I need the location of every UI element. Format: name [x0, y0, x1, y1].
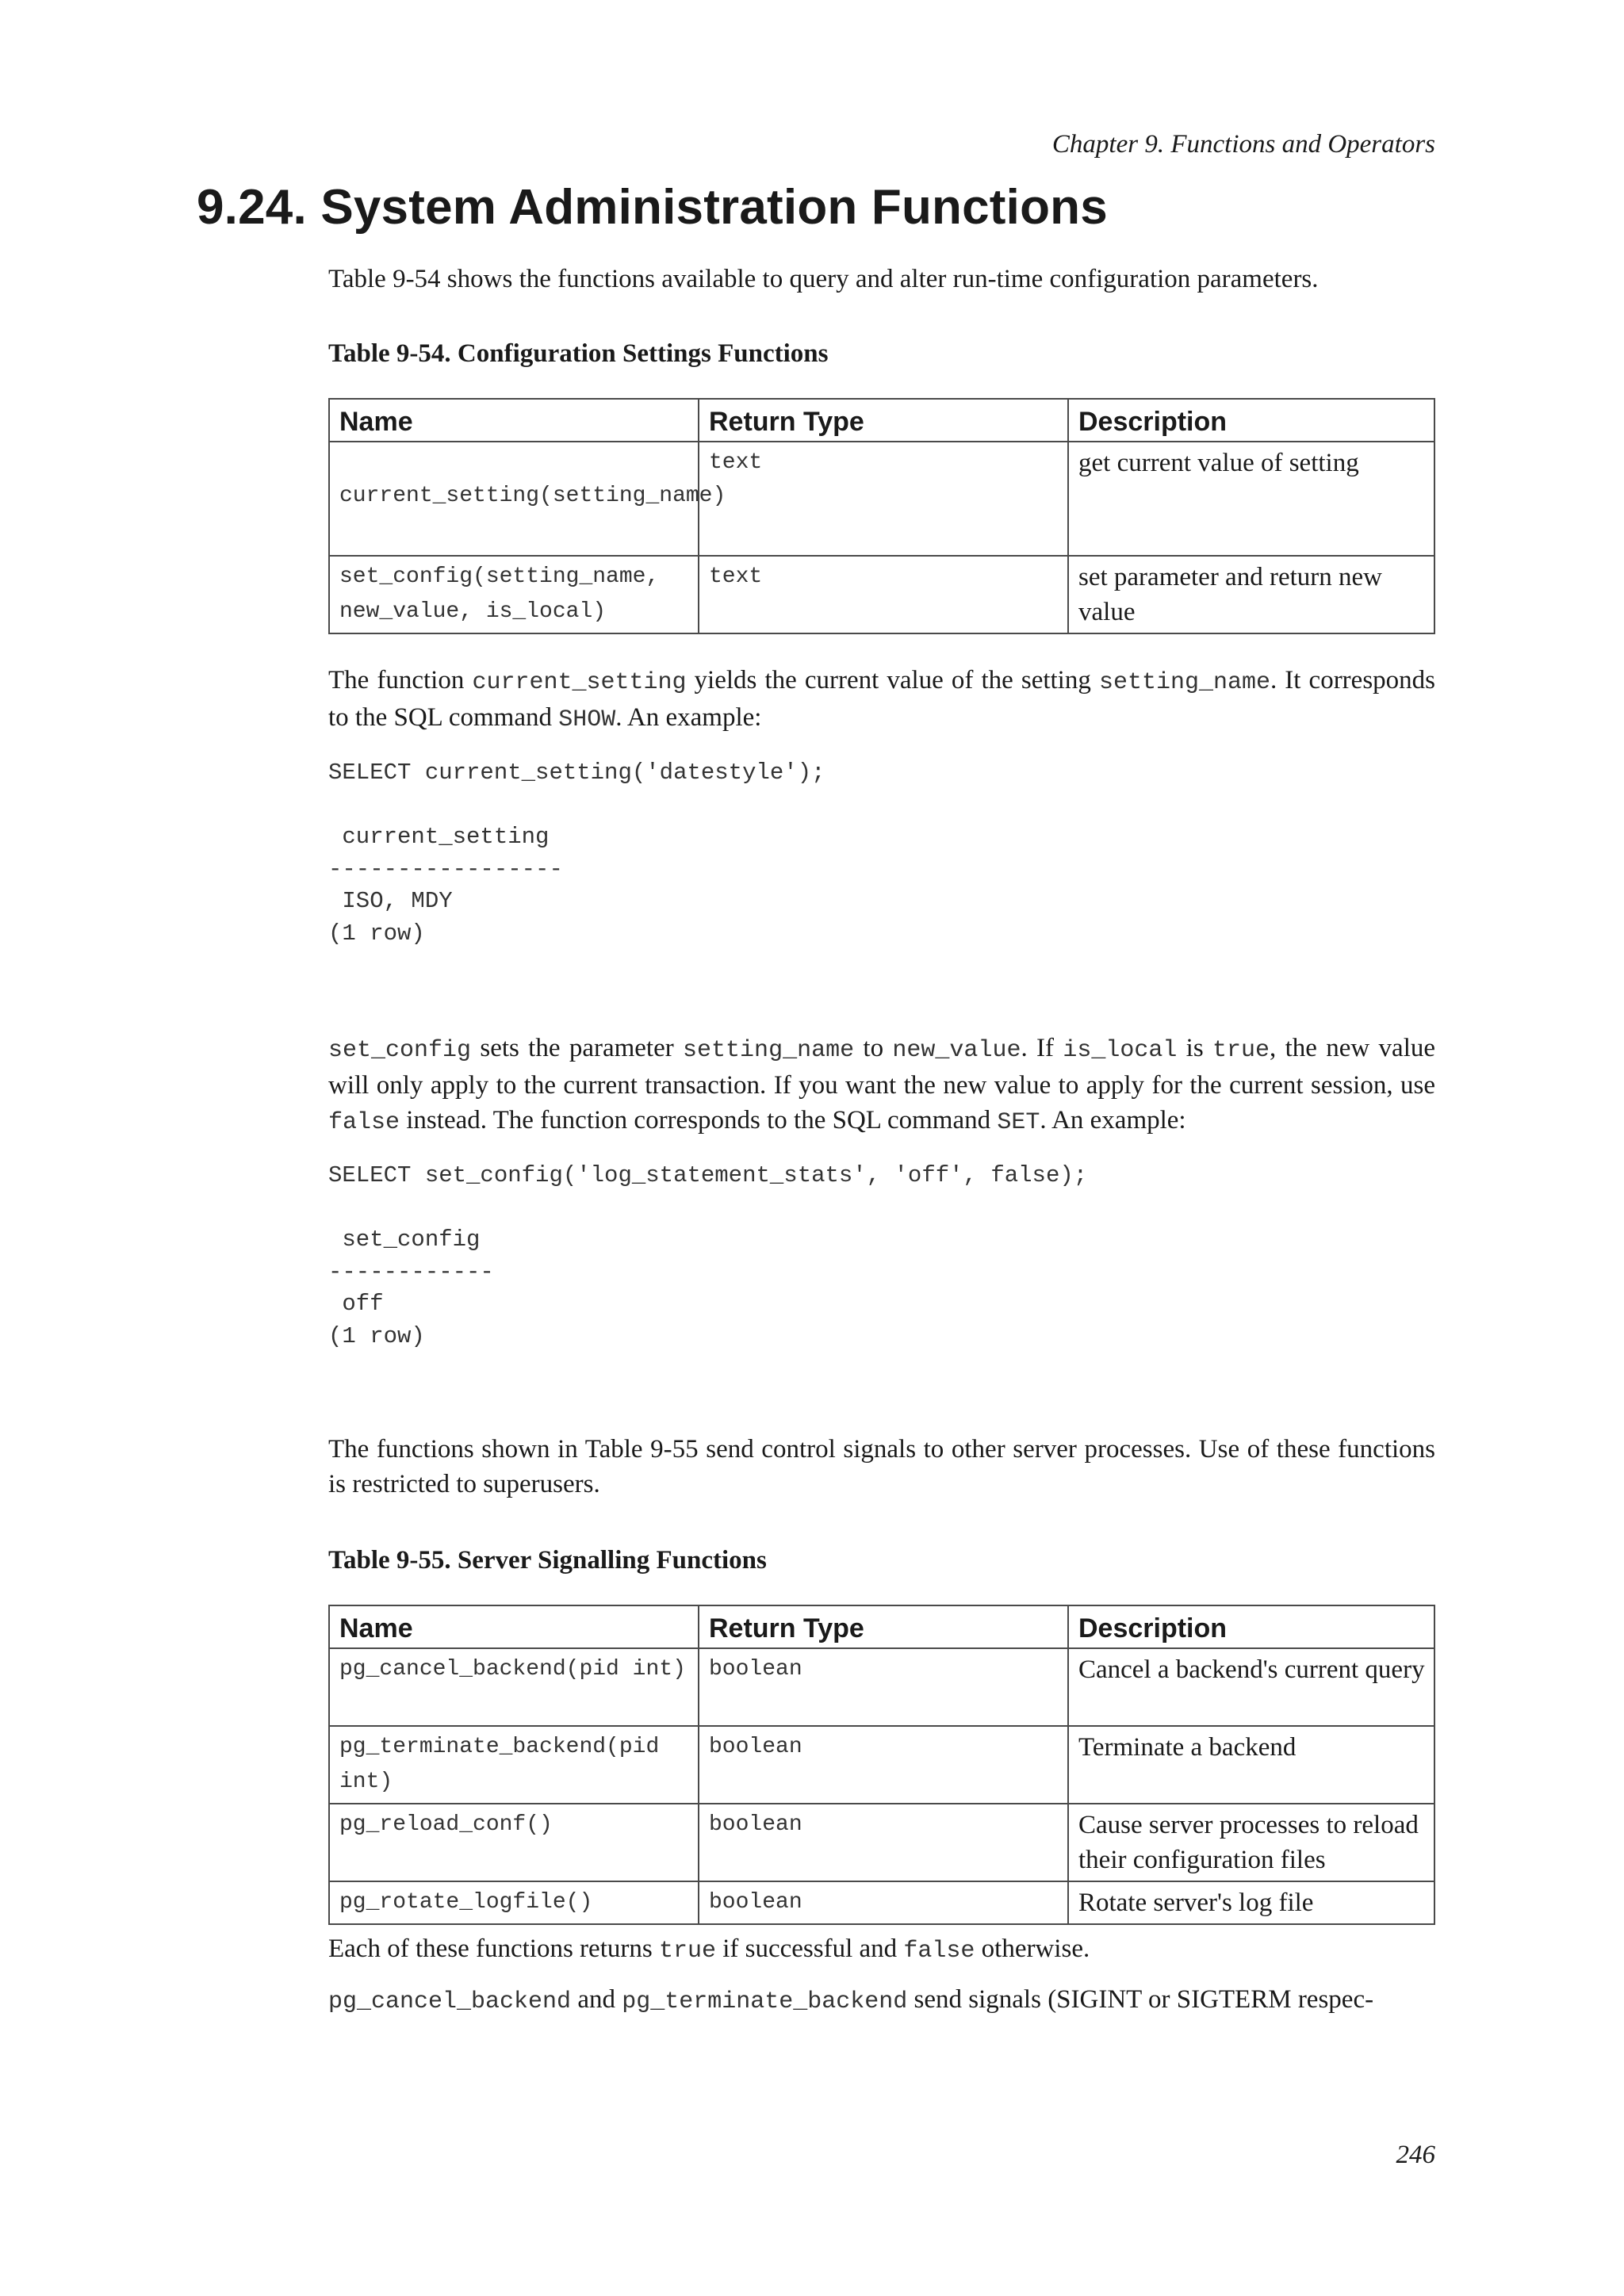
- text-run: yields the current value of the setting: [686, 666, 1099, 695]
- text-run: . An example:: [1040, 1106, 1186, 1135]
- text-run: . An example:: [615, 703, 762, 732]
- text-run: . It corresponds to the SQL command: [328, 666, 1435, 732]
- description-cell: Terminate a backend: [1068, 1726, 1434, 1804]
- description-cell: Cause server processes to reload their configuration files: [1068, 1804, 1434, 1881]
- table-header-row: [329, 399, 1434, 442]
- code-false: false: [328, 1109, 400, 1136]
- table2-caption: Table 9-55. Server Signalling Functions: [328, 1546, 767, 1575]
- code-true: true: [658, 1938, 716, 1965]
- intro-paragraph: Table 9-54 shows the functions available to query and alter run-time configuration parameters.: [328, 265, 1319, 293]
- function-name-cell: pg_terminate_backend(pid int): [329, 1726, 699, 1804]
- column-header-return-type: Return Type: [699, 399, 1068, 442]
- server-signalling-table: [328, 1605, 1435, 1925]
- code-set: SET: [997, 1109, 1040, 1136]
- return-type-cell: boolean: [699, 1881, 1068, 1924]
- section-title: 9.24. System Administration Functions: [197, 180, 1108, 235]
- chapter-header: Chapter 9. Functions and Operators: [1051, 130, 1435, 159]
- return-type-cell: boolean: [699, 1648, 1068, 1726]
- text-run: , the new value will only apply to the current transaction. If you want the new value to apply for the current session, use: [328, 1034, 1436, 1100]
- return-type-cell: text: [699, 442, 1068, 556]
- description-cell: get current value of setting: [1068, 442, 1434, 556]
- text-run: Each of these functions returns: [328, 1934, 659, 1963]
- page-number: 246: [1396, 2141, 1435, 2169]
- text-run: otherwise.: [975, 1934, 1090, 1963]
- code-new-value: new_value: [892, 1037, 1021, 1064]
- code-false: false: [903, 1938, 975, 1965]
- text-run: to: [854, 1034, 893, 1062]
- config-settings-table: [328, 398, 1435, 634]
- text-run: The function: [328, 666, 473, 695]
- set-config-paragraph: [328, 1031, 1435, 1140]
- code-setting-name: setting_name: [1098, 669, 1270, 696]
- code-pg-cancel-backend: pg_cancel_backend: [328, 1988, 572, 2015]
- table-row: [329, 556, 1434, 633]
- code-true: true: [1212, 1037, 1270, 1064]
- code-show: SHOW: [558, 706, 616, 733]
- table-row: [329, 1648, 1434, 1726]
- function-name-cell: pg_reload_conf(): [329, 1804, 699, 1881]
- return-type-cell: boolean: [699, 1804, 1068, 1881]
- text-run: is: [1177, 1034, 1213, 1062]
- return-type-cell: text: [699, 556, 1068, 633]
- table-row: [329, 1804, 1434, 1881]
- text-run: sets the parameter: [471, 1034, 684, 1062]
- example-set-config: SELECT set_config('log_statement_stats', 'off', false); set_config ------------ off (1 row): [328, 1162, 1088, 1349]
- code-is-local: is_local: [1063, 1037, 1178, 1064]
- code-set-config: set_config: [328, 1037, 472, 1064]
- table-header-row: [329, 1605, 1434, 1648]
- code-pg-terminate-backend: pg_terminate_backend: [622, 1988, 908, 2015]
- column-header-name: Name: [329, 1605, 699, 1648]
- description-cell: Cancel a backend's current query: [1068, 1648, 1434, 1726]
- code-current-setting: current_setting: [472, 669, 687, 696]
- column-header-description: Description: [1068, 1605, 1434, 1648]
- text-run: if successful and: [715, 1934, 904, 1963]
- text-run: . If: [1021, 1034, 1063, 1062]
- table-row: [329, 1726, 1434, 1804]
- returns-paragraph: [328, 1931, 1435, 1969]
- table-row: [329, 1881, 1434, 1924]
- return-type-cell: boolean: [699, 1726, 1068, 1804]
- table1-caption: Table 9-54. Configuration Settings Functions: [328, 339, 829, 368]
- function-name-cell: current_setting(setting_name): [329, 442, 699, 556]
- current-setting-paragraph: [328, 663, 1435, 737]
- signals-paragraph: [328, 1982, 1435, 2019]
- column-header-return-type: Return Type: [699, 1605, 1068, 1648]
- text-run: send signals (SIGINT or SIGTERM respec-: [907, 1985, 1374, 2014]
- code-setting-name: setting_name: [683, 1037, 855, 1064]
- signal-paragraph: The functions shown in Table 9-55 send control signals to other server processes. Use of these functions is restricted to superusers.: [328, 1435, 1435, 1498]
- description-cell: Rotate server's log file: [1068, 1881, 1434, 1924]
- description-cell: set parameter and return new value: [1068, 556, 1434, 633]
- function-name-cell: pg_cancel_backend(pid int): [329, 1648, 699, 1726]
- function-name-cell: pg_rotate_logfile(): [329, 1881, 699, 1924]
- column-header-name: Name: [329, 399, 699, 442]
- function-name-cell: set_config(setting_name, new_value, is_local): [329, 556, 699, 633]
- example-current-setting: SELECT current_setting('datestyle'); current_setting ----------------- ISO, MDY (1 row): [328, 760, 825, 947]
- text-run: and: [571, 1985, 622, 2014]
- text-run: instead. The function corresponds to the SQL command: [400, 1106, 998, 1135]
- column-header-description: Description: [1068, 399, 1434, 442]
- table-row: [329, 442, 1434, 556]
